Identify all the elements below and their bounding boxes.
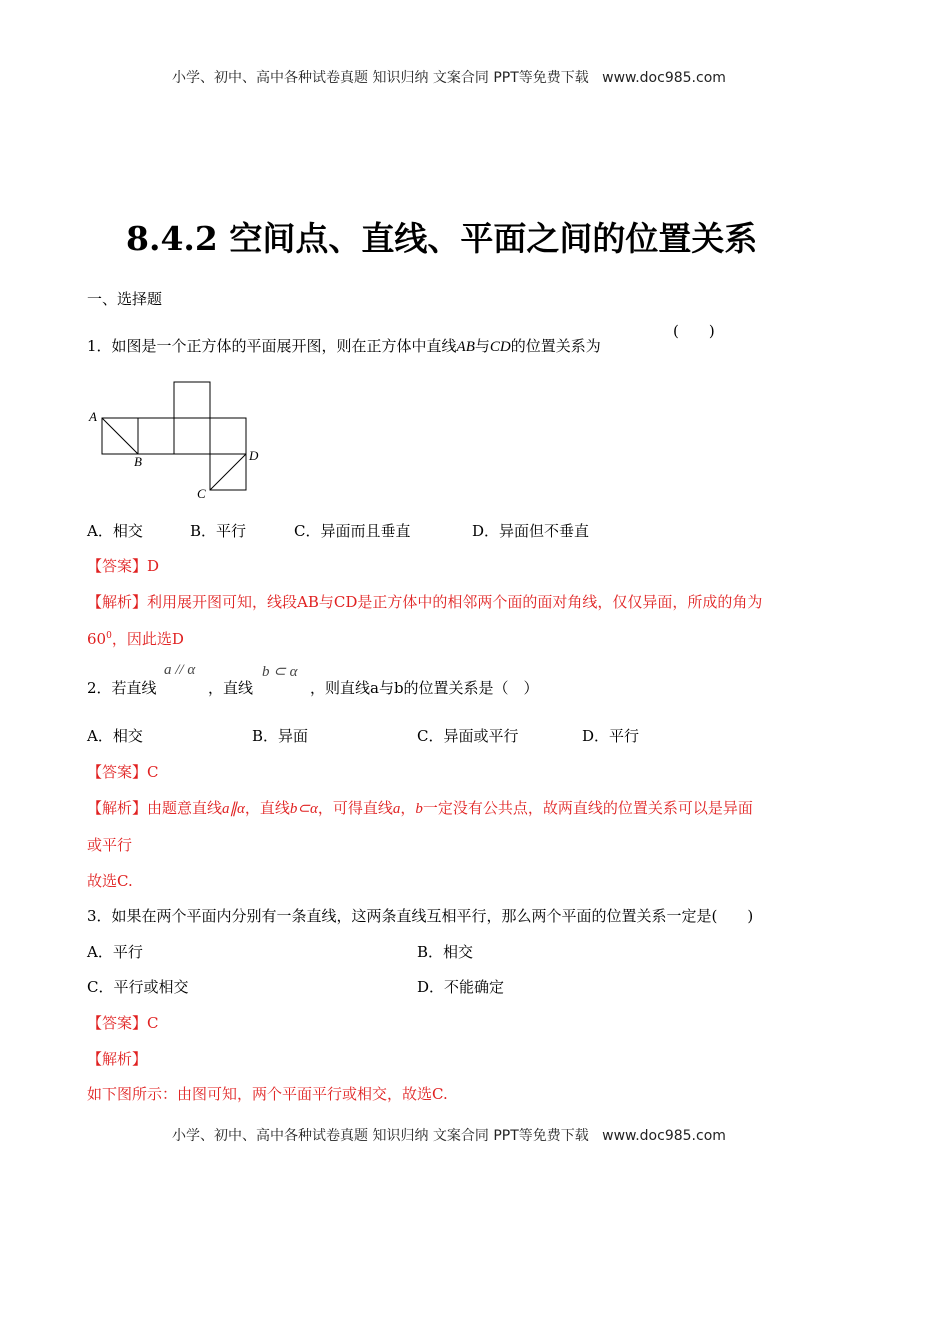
q1-analysis-line-1: 【解析】利用展开图可知，线段AB与CD是正方体中的相邻两个面的面对角线，仅仅异面，所成的角为 <box>87 593 763 611</box>
q1-option-b: B．平行 <box>190 522 247 540</box>
question-3-stem: 3．如果在两个平面内分别有一条直线，这两条直线互相平行，那么两个平面的位置关系一定是( ) <box>87 907 754 925</box>
q1-option-a: A．相交 <box>87 522 143 540</box>
q2-stem-post: ，则直线a与b的位置关系是（ ） <box>310 679 539 697</box>
header-url: www.doc985.com <box>602 70 726 86</box>
q1-option-d: D．异面但不垂直 <box>472 522 590 540</box>
q1-analysis-conclusion: ，因此选D <box>111 630 184 648</box>
q1-stem-pre: 1．如图是一个正方体的平面展开图，则在正方体中直线 <box>87 337 457 355</box>
q3-option-b: B．相交 <box>417 943 474 961</box>
q2-analysis-b-subset: b⊂α <box>289 801 318 817</box>
label-a: A <box>89 409 97 424</box>
q2-analysis-line-1 <box>87 797 753 818</box>
q1-stem-mid: 与 <box>474 337 490 355</box>
footer-text: 小学、初中、高中各种试卷真题 知识归纳 文案合同 PPT等免费下载 <box>172 1128 589 1144</box>
q1-answer: 【答案】D <box>87 557 160 575</box>
q2-answer: 【答案】C <box>87 763 159 781</box>
q3-option-d: D．不能确定 <box>417 978 505 996</box>
label-b: B <box>134 454 142 469</box>
q2-analysis-rest: 一定没有公共点，故两直线的位置关系可以是异面 <box>422 799 753 817</box>
page-footer <box>172 1125 726 1145</box>
q2-option-c: C．异面或平行 <box>417 727 519 745</box>
q1-analysis-line-2 <box>87 628 184 649</box>
net-face-4 <box>210 418 246 454</box>
q2-analysis-mid-1: ，直线 <box>244 799 290 817</box>
q1-line-ab: AB <box>456 339 475 355</box>
q1-line-cd: CD <box>489 339 511 355</box>
label-c: C <box>197 486 206 501</box>
q2-stem-mid: ，直线 <box>208 679 254 697</box>
q3-analysis-label: 【解析】 <box>87 1050 148 1068</box>
label-d: D <box>249 448 259 463</box>
q2-option-a: A．相交 <box>87 727 143 745</box>
q2-condition-parallel: a // α <box>164 662 196 678</box>
q2-condition-subset: b ⊂ α <box>262 664 298 680</box>
q2-analysis-a-parallel: a∥α <box>222 801 245 817</box>
net-face-2 <box>138 418 174 454</box>
net-face-top <box>174 382 210 418</box>
q2-analysis-line-2: 或平行 <box>87 836 133 854</box>
page-title: 8.4.2 空间点、直线、平面之间的位置关系 <box>126 219 758 258</box>
q3-option-c: C．平行或相交 <box>87 978 189 996</box>
footer-url: www.doc985.com <box>602 1128 726 1144</box>
question-1-stem <box>87 335 601 356</box>
q2-option-b: B．异面 <box>252 727 309 745</box>
q2-analysis-prefix: 【解析】由题意直线 <box>87 799 223 817</box>
q3-option-a: A．平行 <box>87 943 143 961</box>
q3-answer: 【答案】C <box>87 1014 159 1032</box>
q1-answer-paren: ( ) <box>673 322 715 340</box>
q1-angle-degree: 0 <box>106 631 112 641</box>
q1-angle-value: 60 <box>87 630 107 648</box>
q2-stem-pre: 2．若直线 <box>87 679 157 697</box>
segment-cd <box>210 454 246 490</box>
q2-analysis-b: b <box>415 801 423 817</box>
q2-analysis-mid-2: ，可得直线 <box>317 799 393 817</box>
q2-analysis-line-3: 故选C. <box>87 872 133 890</box>
q2-analysis-comma: ， <box>400 799 416 817</box>
q2-analysis-a: a <box>392 801 401 817</box>
page-header <box>172 67 726 87</box>
q3-analysis-text: 如下图所示：由图可知，两个平面平行或相交，故选C. <box>87 1085 448 1103</box>
segment-ab <box>102 418 138 454</box>
cube-net-figure <box>86 380 266 505</box>
q2-option-d: D．平行 <box>582 727 640 745</box>
net-face-3 <box>174 418 210 454</box>
q1-option-c: C．异面而且垂直 <box>294 522 411 540</box>
header-text: 小学、初中、高中各种试卷真题 知识归纳 文案合同 PPT等免费下载 <box>172 70 589 86</box>
q1-stem-post: 的位置关系为 <box>510 337 601 355</box>
question-2-stem <box>87 677 157 698</box>
section-heading: 一、选择题 <box>87 290 163 308</box>
